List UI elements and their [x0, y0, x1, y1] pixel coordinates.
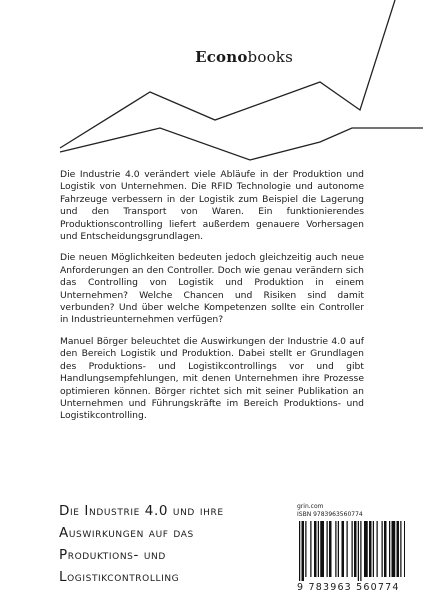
barcode-bar	[373, 521, 374, 577]
barcode-bar	[384, 521, 387, 577]
title-line-4: Logistikcontrolling	[59, 569, 180, 585]
barcode-bar	[318, 521, 319, 577]
isbn-label: ISBN 9783963560774	[297, 511, 363, 518]
barcode-bar	[352, 521, 353, 577]
book-title	[59, 500, 289, 588]
barcode-bar	[354, 521, 357, 577]
barcode-bar	[314, 521, 317, 577]
barcode-bar	[305, 521, 306, 577]
decorative-line-graph	[0, 0, 423, 170]
publisher-logo-bold: Econo	[195, 48, 248, 66]
description-paragraph-1: Die Industrie 4.0 verändert viele Abläufe in der Produktion und Logistik von Unternehmen. Die RFID Technologie und autonome Fahrzeuge verbessern in der Logistik zum Beispiel die Lagerung und den Transport von Waren. Ein funktionierendes Produktionscontrolling liefert außerdem genauere Vorhersagen und Entscheidungsgrundlagen.	[60, 169, 364, 243]
barcode-bar	[404, 521, 405, 577]
isbn-block	[297, 503, 407, 593]
publisher-url: grin.com	[297, 503, 324, 510]
barcode-bar	[364, 521, 368, 577]
barcode-bar	[400, 521, 401, 577]
barcode-bar	[302, 521, 305, 581]
title-line-1: Die Industrie 4.0 und ihre	[59, 503, 224, 519]
graph-line-upper	[60, 0, 395, 148]
barcode-bar	[338, 521, 339, 577]
barcode-bar	[320, 521, 324, 577]
barcode-bar	[310, 521, 311, 577]
barcode-bar	[392, 521, 396, 577]
barcode-bar	[389, 521, 390, 577]
description-paragraph-2: Die neuen Möglichkeiten bedeuten jedoch gleichzeitig auch neue Anforderungen an den Controller. Doch wie genau verändern sich das Controlling von Logistik und Produktion in einem Unternehmen? Welche Chancen und Risiken sind damit verbunden? Und über welche Kompetenzen sollte ein Controller in Industrieunternehmen verfügen?	[60, 252, 364, 326]
barcode-bar	[397, 521, 400, 577]
barcode-bar	[358, 521, 359, 581]
barcode-bar	[369, 521, 372, 577]
book-description	[60, 169, 364, 432]
barcode-bar	[347, 521, 348, 577]
graph-line-lower	[60, 128, 423, 160]
barcode-bar	[377, 521, 378, 577]
barcode-bar	[382, 521, 383, 577]
title-line-3: Produktions- und	[59, 547, 166, 563]
barcode	[297, 521, 405, 581]
title-line-2: Auswirkungen auf das	[59, 525, 194, 541]
barcode-bar	[342, 521, 345, 577]
barcode-digits: 9 783963 560774	[297, 582, 400, 593]
publisher-logo	[195, 48, 293, 66]
barcode-bar	[327, 521, 328, 577]
barcode-bar	[299, 521, 300, 581]
barcode-bar	[329, 521, 332, 577]
barcode-bar	[360, 521, 361, 581]
barcode-bar	[335, 521, 336, 577]
publisher-logo-light: books	[247, 48, 293, 66]
description-paragraph-3: Manuel Börger beleuchtet die Auswirkungen der Industrie 4.0 auf den Bereich Logistik und Produktion. Dabei stellt er Grundlagen des Produktions- und Logistikcontrollings vor und gibt Handlungsempfehlungen, mit denen Unternehmen ihre Prozesse optimieren können. Börger richtet sich mit seiner Publikation an Unternehmen und Führungskräfte im Bereich Produktions- und Logistikcontrolling.	[60, 335, 364, 422]
